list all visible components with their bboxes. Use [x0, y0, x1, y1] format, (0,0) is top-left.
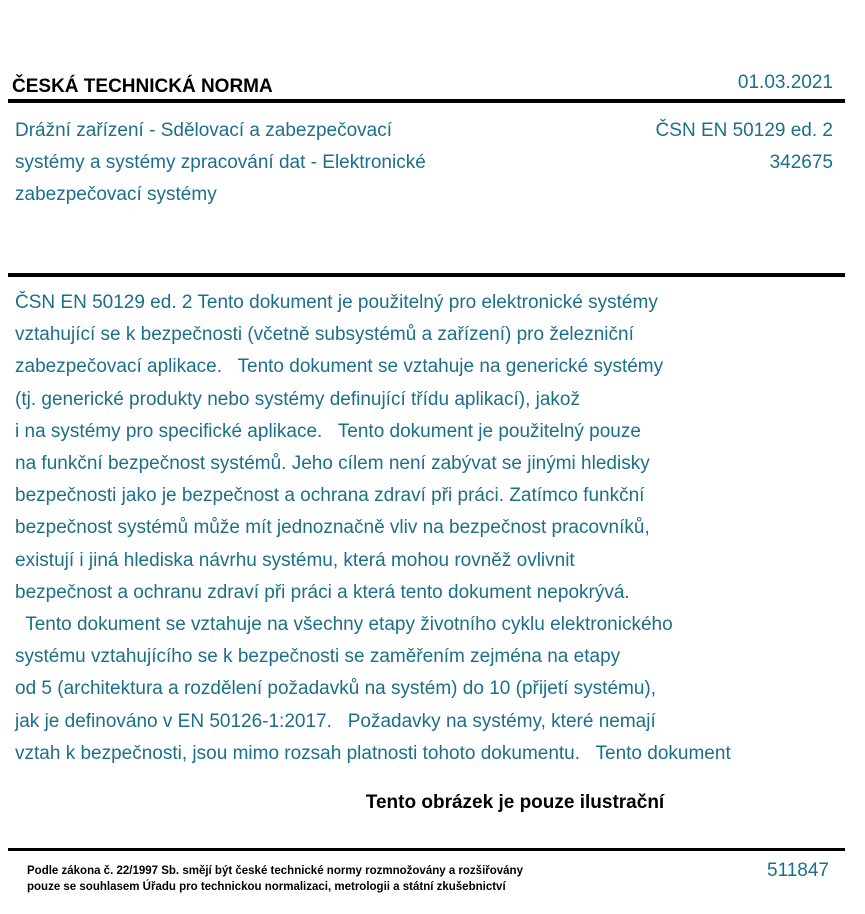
abstract-line: (tj. generické produkty nebo systémy definující třídu aplikací), jakož: [15, 388, 580, 410]
header-divider: [8, 99, 845, 103]
title-line: systémy a systémy zpracování dat - Elektronické: [15, 152, 426, 173]
standard-identifier: [656, 115, 833, 179]
abstract-line: jak je definováno v EN 50126-1:2017. Požadavky na systémy, které nemají: [15, 710, 656, 732]
abstract-line: ČSN EN 50129 ed. 2 Tento dokument je použitelný pro elektronické systémy: [15, 292, 658, 313]
illustration-note: Tento obrázek je pouze ilustrační: [365, 792, 665, 813]
abstract-line: bezpečnosti jako je bezpečnost a ochrana zdraví při práci. Zatímco funkční: [15, 485, 645, 507]
footer-divider: [8, 848, 845, 851]
abstract-line: bezpečnost a ochranu zdraví při práci a která tento dokument nepokrývá.: [15, 581, 630, 603]
abstract-line: systému vztahujícího se k bezpečnosti se zaměřením zejména na etapy: [15, 646, 621, 668]
abstract-line: existují i jiná hlediska návrhu systému, která mohou rovněž ovlivnit: [15, 549, 575, 571]
legal-notice-line: pouze se souhlasem Úřadu pro technickou normalizaci, metrologii a státní zkušebnictví: [27, 881, 506, 893]
title-line: zabezpečovací systémy: [15, 184, 217, 205]
abstract-line: na funkční bezpečnost systémů. Jeho cílem není zabývat se jinými hledisky: [15, 453, 650, 475]
abstract-line: i na systémy pro specifické aplikace. Tento dokument je použitelný pouze: [15, 420, 641, 442]
legal-notice-line: Podle zákona č. 22/1997 Sb. smějí být české technické normy rozmnožovány a rozšiřovány: [27, 865, 523, 877]
norm-header-label: ČESKÁ TECHNICKÁ NORMA: [12, 76, 273, 97]
title-divider: [8, 273, 845, 277]
abstract-line: od 5 (architektura a rozdělení požadavků na systém) do 10 (přijetí systému),: [15, 678, 657, 700]
standard-code: ČSN EN 50129 ed. 2: [655, 120, 833, 141]
abstract-line: bezpečnost systémů může mít jednoznačně vliv na bezpečnost pracovníků,: [15, 517, 650, 539]
abstract-line: zabezpečovací aplikace. Tento dokument se vztahuje na generické systémy: [15, 356, 664, 378]
document-title: [15, 115, 515, 211]
document-number: 511847: [767, 860, 829, 881]
issue-date: 01.03.2021: [737, 72, 833, 93]
title-line: Drážní zařízení - Sdělovací a zabezpečovací: [15, 120, 393, 141]
standard-class-number: 342675: [769, 152, 833, 173]
abstract-line: vztah k bezpečnosti, jsou mimo rozsah platnosti tohoto dokumentu. Tento dokument: [15, 742, 731, 764]
abstract-text: [15, 287, 845, 770]
legal-notice: [27, 863, 523, 895]
abstract-line: vztahující se k bezpečnosti (včetně subsystémů a zařízení) pro železniční: [15, 324, 634, 346]
abstract-line: Tento dokument se vztahuje na všechny etapy životního cyklu elektronického: [15, 614, 673, 636]
